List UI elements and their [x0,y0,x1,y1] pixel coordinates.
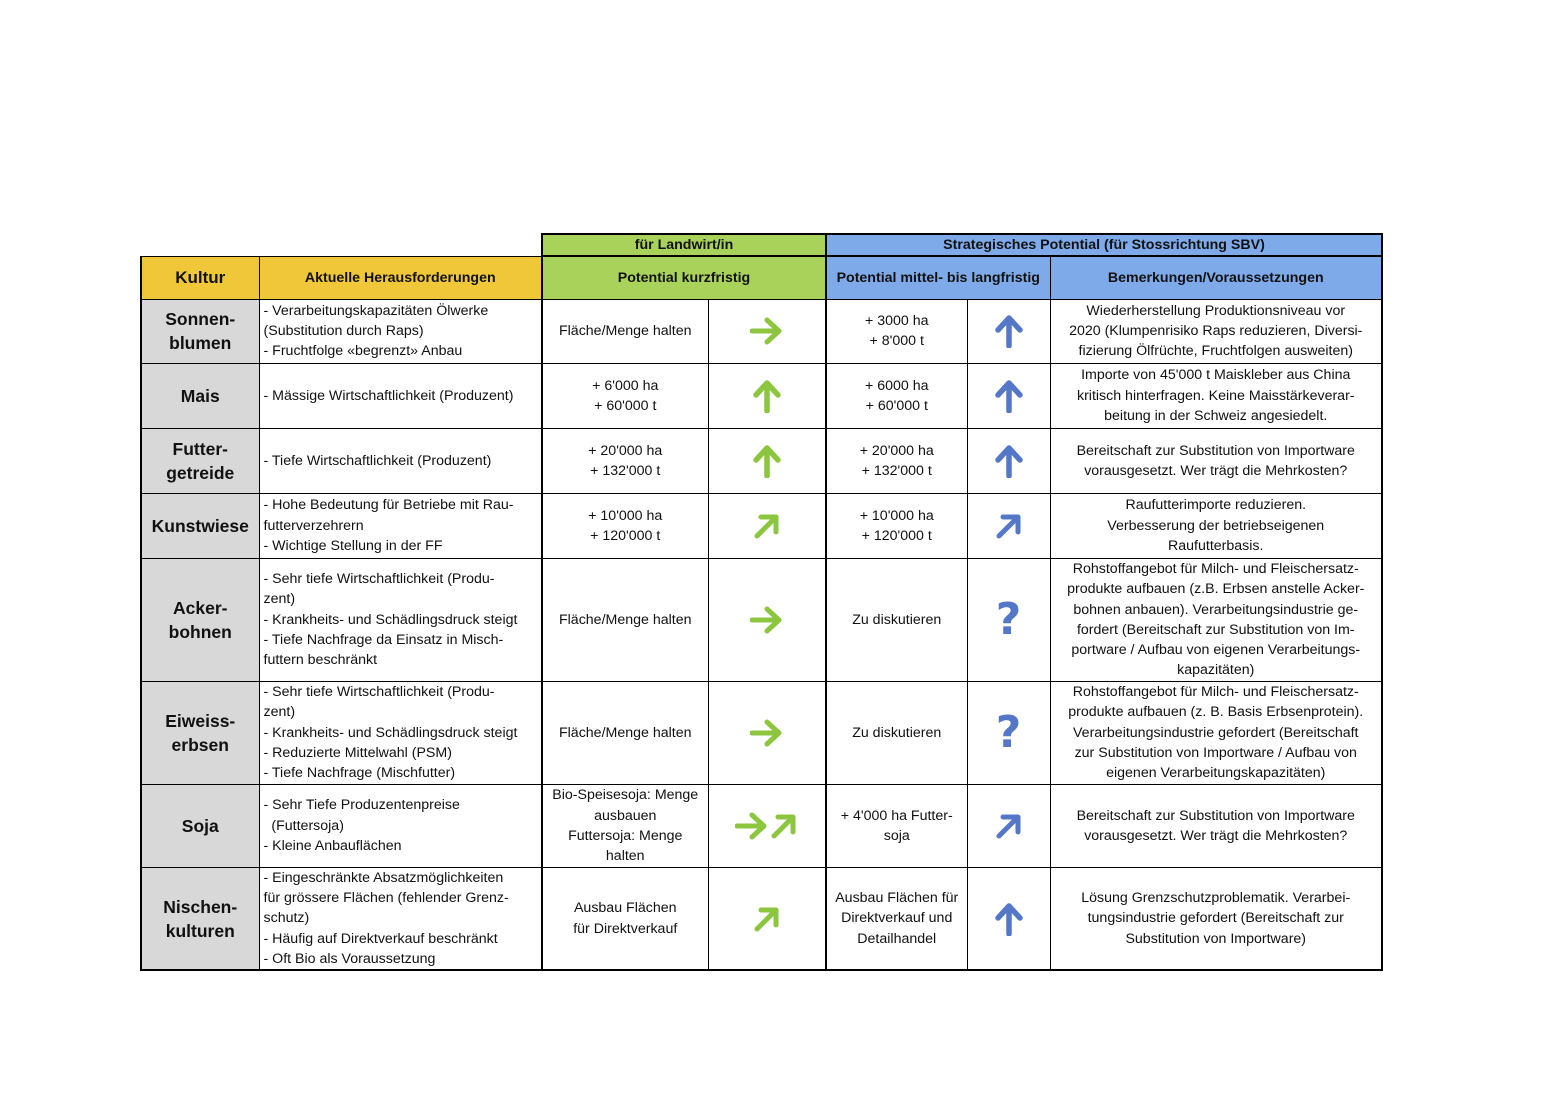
header-potential-langfristig: Potential mittel- bis langfristig [826,256,1050,299]
arrow-diagonal-icon [752,910,782,926]
arrow-diagonal-icon [994,818,1024,834]
text-line: kritisch hinterfragen. Keine Maisstärkeverar- [1076,387,1355,404]
text-line: + 20'000 ha [859,442,934,459]
herausforderungen-cell [259,299,542,363]
text-line: - Sehr tiefe Wirtschaftlichkeit (Produ- [263,571,495,588]
potential-kurzfristig-cell [542,493,708,558]
arrow-up-icon [752,453,782,469]
text-line: Eiweiss- [165,710,236,731]
table-row [141,363,1382,428]
text-line: ausbauen [594,807,657,824]
text-line: vorausgesetzt. Wer trägt die Mehrkosten? [1084,462,1348,479]
text-line: Verarbeitungsindustrie gefordert (Bereitschaft [1073,724,1359,741]
table-row [141,867,1382,970]
text-line: zent) [263,704,296,721]
arrow-right-and-diagonal-icon [735,818,799,834]
text-line: getreide [166,462,235,483]
text-line: Mais [180,385,220,406]
kultur-cell [141,558,259,681]
text-line: - Eingeschränkte Absatzmöglichkeiten [263,869,504,886]
potential-table [140,233,1383,971]
text-line: + 120'000 t [861,527,932,544]
text-line: + 10'000 ha [588,507,663,524]
text-line: + 6000 ha [864,377,929,394]
arrow-diagonal-icon [769,818,799,834]
herausforderungen-cell [259,428,542,493]
herausforderungen-cell [259,867,542,970]
bemerkungen-cell [1050,784,1382,867]
text-line: blumen [169,333,232,354]
arrow-up-icon [994,323,1024,339]
text-line: - Hohe Bedeutung für Betriebe mit Rau- [263,497,514,514]
text-line: Futtersoja: Menge [568,827,683,844]
bemerkungen-cell [1050,428,1382,493]
text-line: schutz) [263,910,310,927]
text-line: tungsindustrie gefordert (Bereitschaft zur [1087,910,1344,927]
text-line: Ausbau Flächen für [835,890,959,907]
table-row [141,558,1382,681]
text-line: + 4'000 ha Futter- [840,807,953,824]
text-line: für grössere Flächen (fehlender Grenz- [263,890,509,907]
arrow-up-icon [994,388,1024,404]
header-potential-kurzfristig: Potential kurzfristig [542,256,826,299]
potential-kurzfristig-cell [542,681,708,784]
text-line: fordert (Bereitschaft zur Substitution von Im- [1076,621,1355,638]
text-line: - Sehr tiefe Wirtschaftlichkeit (Produ- [263,684,495,701]
text-line: Nischen- [163,896,238,917]
kultur-cell [141,681,259,784]
arrow-right-icon [750,725,784,741]
text-line: - Kleine Anbauflächen [263,837,402,854]
text-line: - Tiefe Nachfrage da Einsatz in Misch- [263,631,504,648]
group-header-row [141,234,1382,256]
text-line: Sonnen- [165,309,236,330]
text-line: + 8'000 t [869,333,924,350]
text-line: kapazitäten) [1177,662,1255,679]
potential-langfristig-cell [826,558,967,681]
question-mark-icon: ? [995,706,1022,758]
text-line: - Fruchtfolge «begrenzt» Anbau [263,343,463,360]
table-row [141,784,1382,867]
text-line: - Reduzierte Mittelwahl (PSM) [263,744,452,761]
table-row [141,428,1382,493]
potential-langfristig-cell [826,299,967,363]
text-line: Futter- [172,438,228,459]
text-line: + 60'000 t [865,397,928,414]
arrow-right-icon [750,323,784,339]
arrow-up-icon [752,388,782,404]
text-line: Direktverkauf und [841,910,953,927]
text-line: - Krankheits- und Schädlingsdruck steigt [263,611,518,628]
text-line: Fläche/Menge halten [558,323,692,340]
text-line: - Mässige Wirtschaftlichkeit (Produzent) [263,387,514,404]
potential-langfristig-cell [826,428,967,493]
text-line: vorausgesetzt. Wer trägt die Mehrkosten? [1084,827,1348,844]
text-line: produkte aufbauen (z. B. Basis Erbsenprotein). [1068,704,1364,721]
text-line: + 10'000 ha [859,507,934,524]
potential-kurzfristig-cell [542,558,708,681]
kultur-cell [141,299,259,363]
text-line: Detailhandel [857,930,937,947]
arrow-up-icon [994,910,1024,926]
text-line: für Direktverkauf [573,920,678,937]
potential-langfristig-cell [826,867,967,970]
kultur-cell [141,363,259,428]
potential-kurzfristig-cell [542,363,708,428]
text-line: produkte aufbauen (z.B. Erbsen anstelle Acker- [1067,581,1365,598]
bemerkungen-cell [1050,867,1382,970]
text-line: kulturen [165,920,235,941]
column-header-row [141,256,1382,299]
text-line: (Substitution durch Raps) [263,323,424,340]
potential-langfristig-cell [826,681,967,784]
text-line: halten [605,848,645,865]
text-line: futtern beschränkt [263,652,378,669]
potential-langfristig-cell [826,784,967,867]
header-bemerkungen: Bemerkungen/Voraussetzungen [1050,256,1382,299]
herausforderungen-cell [259,681,542,784]
text-line: + 132'000 t [590,462,661,479]
kultur-cell [141,493,259,558]
text-line: Wiederherstellung Produktionsniveau vor [1086,302,1346,319]
text-line: - Krankheits- und Schädlingsdruck steigt [263,724,518,741]
arrow-diagonal-icon [752,518,782,534]
text-line: + 120'000 t [590,527,661,544]
text-line: 2020 (Klumpenrisiko Raps reduzieren, Diversi- [1069,323,1363,340]
text-line: - Tiefe Wirtschaftlichkeit (Produzent) [263,452,492,469]
text-line: bohnen [168,621,232,642]
text-line: bohnen anbauen). Verarbeitungsindustrie ge- [1073,601,1359,618]
text-line: Raufutterbasis. [1168,537,1264,554]
herausforderungen-cell [259,363,542,428]
text-line: zent) [263,591,296,608]
text-line: + 6'000 ha [592,377,659,394]
text-line: - Tiefe Nachfrage (Mischfutter) [263,765,456,782]
text-line: Bereitschaft zur Substitution von Importware [1076,442,1355,459]
text-line: Fläche/Menge halten [558,724,692,741]
text-line: Fläche/Menge halten [558,611,692,628]
herausforderungen-cell [259,784,542,867]
text-line: + 3000 ha [864,313,929,329]
potential-kurzfristig-cell [542,784,708,867]
text-line: Zu diskutieren [852,611,942,628]
table-row [141,299,1382,363]
bemerkungen-cell [1050,558,1382,681]
text-line: Rohstoffangebot für Milch- und Fleischersatz- [1072,560,1359,577]
arrow-right-icon [750,612,784,628]
arrow-right-icon [735,818,769,834]
text-line: Bereitschaft zur Substitution von Importware [1076,807,1355,824]
text-line: erbsen [171,734,229,755]
table-row [141,493,1382,558]
text-line: futterverzehrern [263,517,364,534]
text-line: Acker- [173,597,228,618]
arrow-up-icon [994,453,1024,469]
text-line: fizierung Ölfrüchte, Fruchtfolgen ausweiten) [1078,343,1353,360]
bemerkungen-cell [1050,681,1382,784]
text-line: Lösung Grenzschutzproblematik. Verarbei- [1081,890,1351,907]
header-herausforderungen: Aktuelle Herausforderungen [259,256,542,299]
text-line: - Wichtige Stellung in der FF [263,537,443,554]
bemerkungen-cell [1050,299,1382,363]
bemerkungen-cell [1050,363,1382,428]
bemerkungen-cell [1050,493,1382,558]
potential-langfristig-cell [826,493,967,558]
text-line: Verbesserung der betriebseigenen [1107,517,1325,534]
text-line: beitung in der Schweiz angesiedelt. [1104,407,1328,424]
potential-kurzfristig-cell [542,867,708,970]
text-line: soja [883,827,910,844]
table-body [141,299,1382,970]
potential-kurzfristig-cell [542,428,708,493]
header-kultur: Kultur [141,256,259,299]
text-line: Raufutterimporte reduzieren. [1125,497,1307,514]
text-line: eigenen Verarbeitungskapazitäten) [1106,765,1326,782]
group-header-strategisch: Strategisches Potential (für Stossrichtung SBV) [826,234,1382,256]
text-line: portware / Aufbau von eigenen Verarbeitungs- [1071,642,1361,659]
text-line: - Sehr Tiefe Produzentenpreise [263,797,460,814]
herausforderungen-cell [259,493,542,558]
text-line: Soja [181,815,219,836]
kultur-cell [141,784,259,867]
text-line: Ausbau Flächen [573,900,677,917]
question-mark-icon: ? [995,593,1022,645]
text-line: + 20'000 ha [588,442,663,459]
herausforderungen-cell [259,558,542,681]
kultur-cell [141,428,259,493]
text-line: Zu diskutieren [852,724,942,741]
kultur-cell [141,867,259,970]
potential-langfristig-cell [826,363,967,428]
table-row [141,681,1382,784]
text-line: - Verarbeitungskapazitäten Ölwerke [263,302,489,319]
text-line: - Häufig auf Direktverkauf beschränkt [263,930,498,947]
text-line: Importe von 45'000 t Maiskleber aus China [1081,367,1351,384]
text-line: + 60'000 t [594,397,657,414]
text-line: Rohstoffangebot für Milch- und Fleischersatz- [1072,684,1359,701]
text-line: (Futtersoja) [263,817,344,834]
text-line: Bio-Speisesoja: Menge [552,787,699,804]
text-line: Kunstwiese [151,515,249,536]
arrow-diagonal-icon [994,518,1024,534]
text-line: - Oft Bio als Voraussetzung [263,950,436,967]
potential-kurzfristig-cell [542,299,708,363]
text-line: zur Substitution von Importware / Aufbau von [1074,744,1357,761]
group-header-landwirt: für Landwirt/in [542,234,826,256]
text-line: + 132'000 t [861,462,932,479]
text-line: Substitution von Importware) [1125,930,1307,947]
